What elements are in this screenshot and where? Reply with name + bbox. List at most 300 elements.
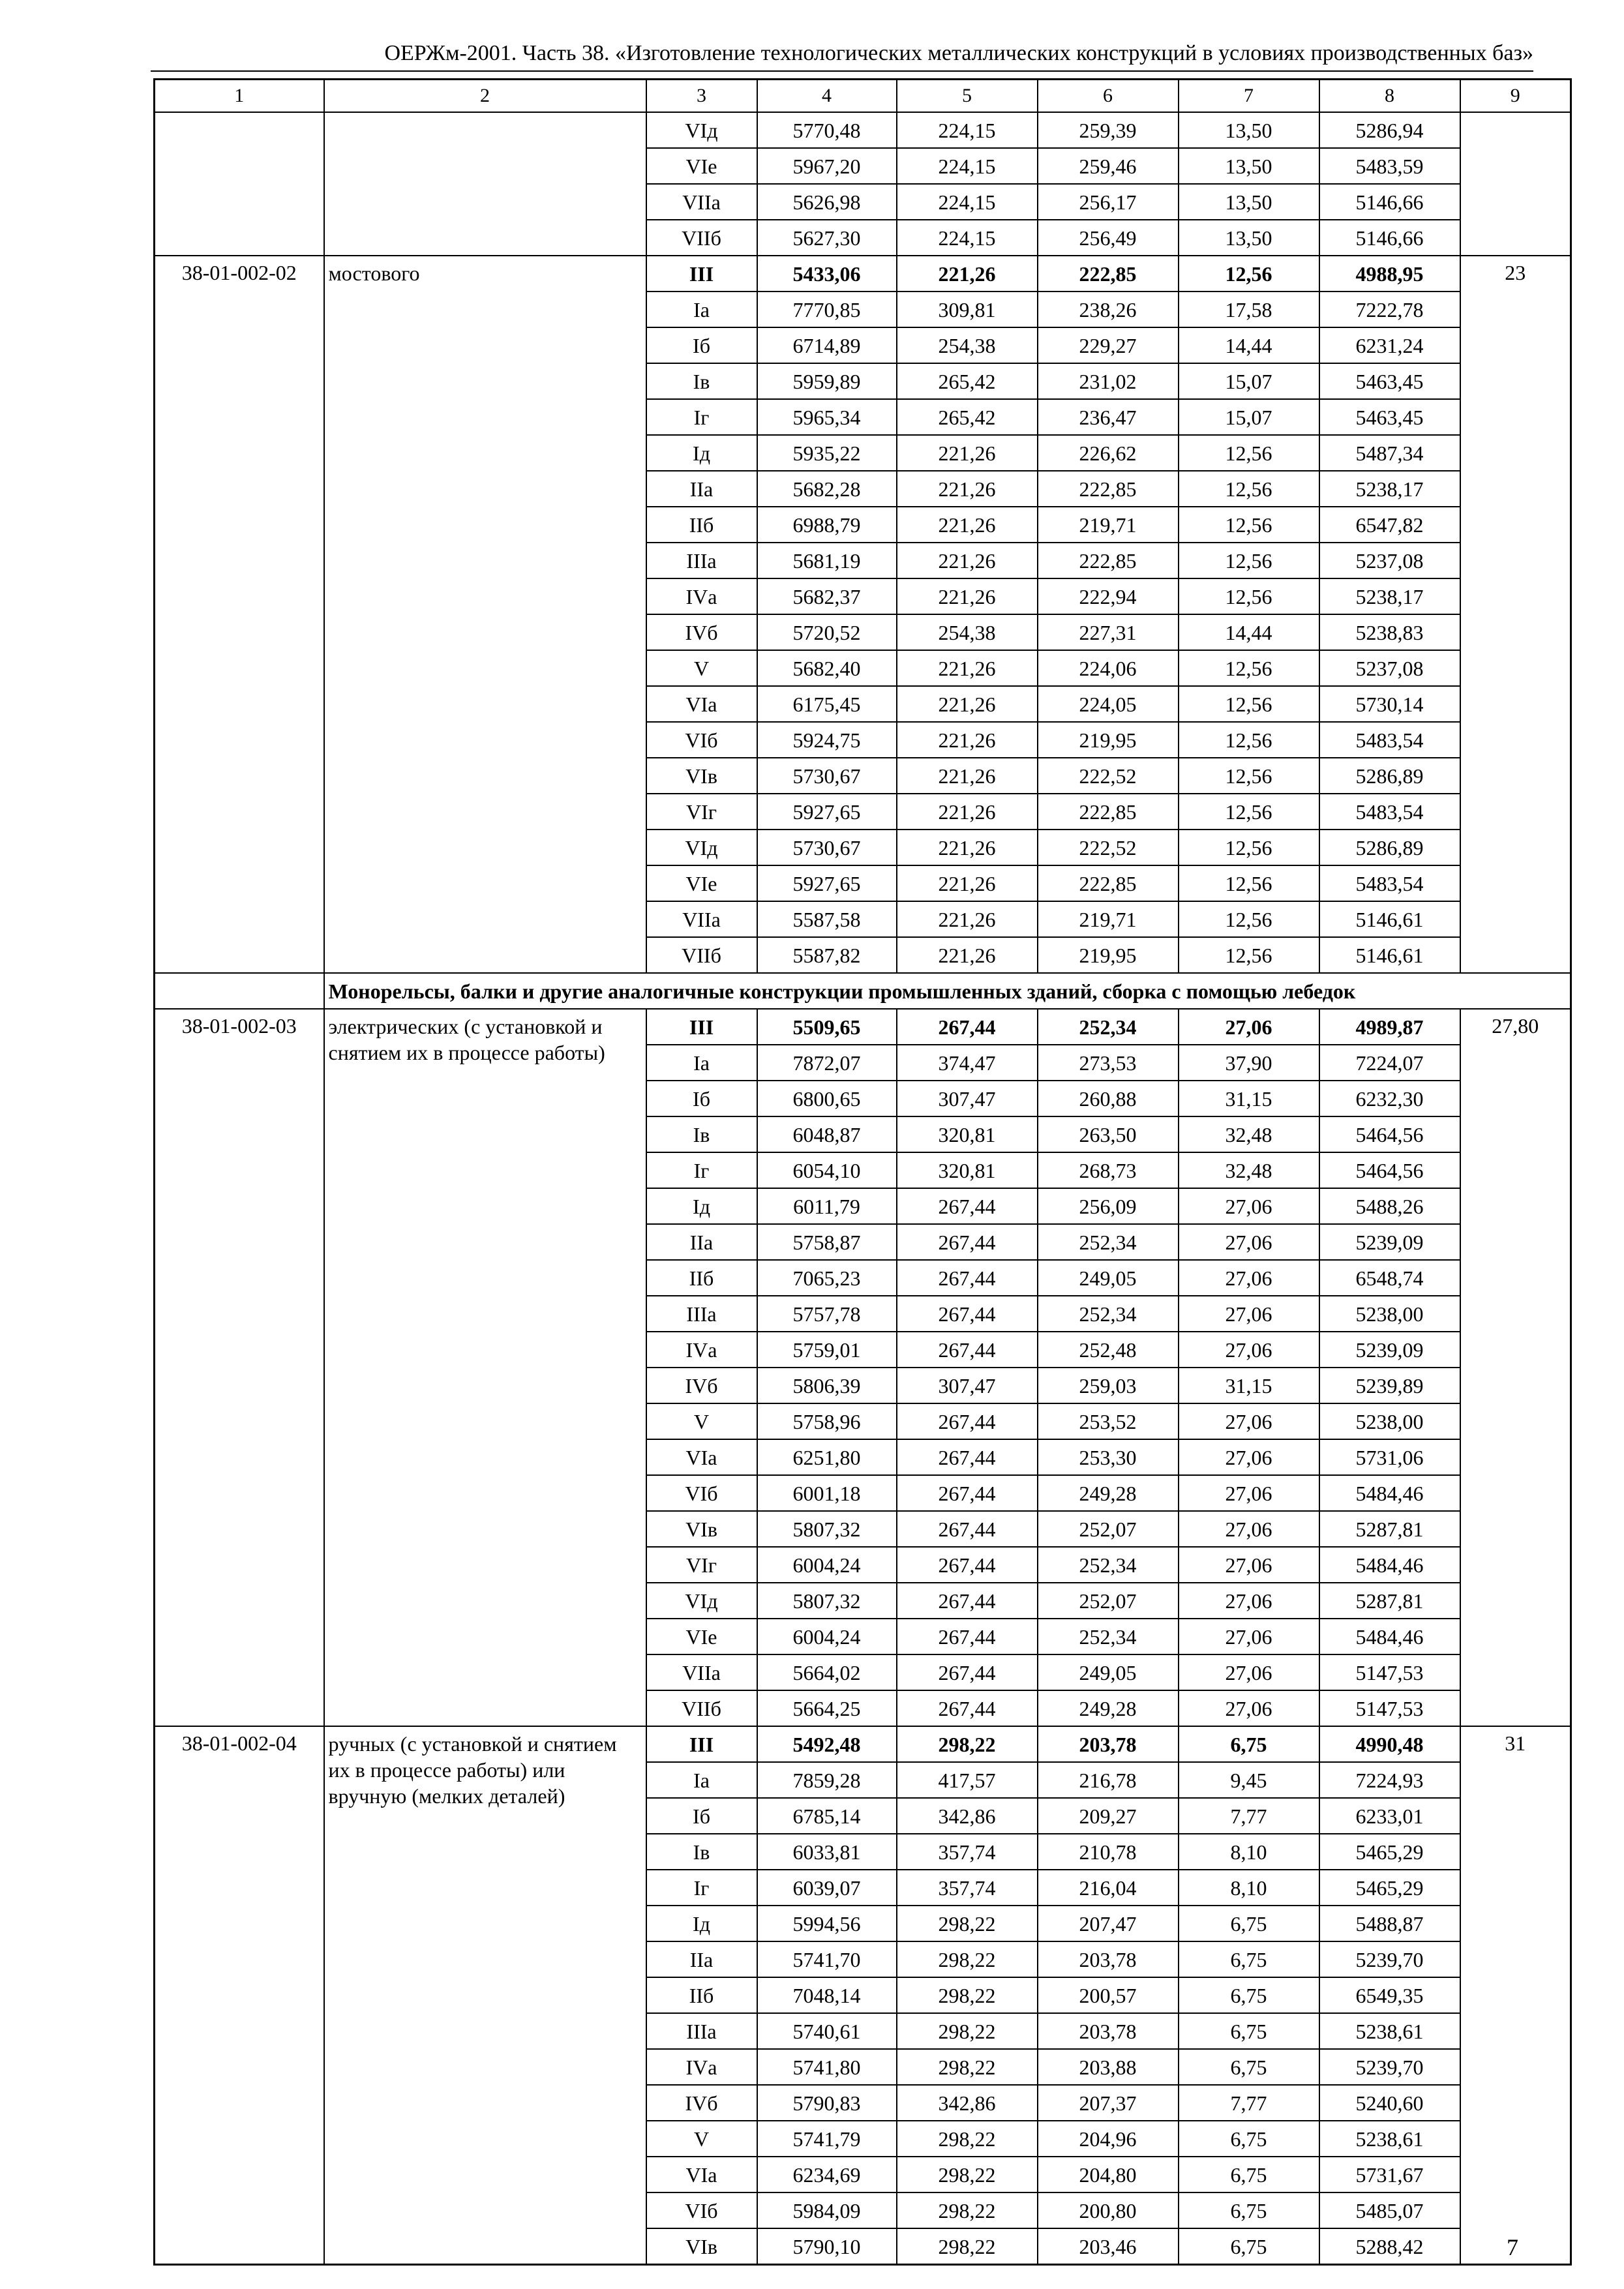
value-cell: 5147,53 bbox=[1319, 1690, 1460, 1726]
value-cell: 27,06 bbox=[1179, 1260, 1319, 1296]
value-cell: 252,34 bbox=[1038, 1619, 1179, 1654]
value-cell: 6,75 bbox=[1179, 1906, 1319, 1941]
value-cell: 27,06 bbox=[1179, 1296, 1319, 1332]
value-cell: 216,78 bbox=[1038, 1762, 1179, 1798]
value-cell: 200,80 bbox=[1038, 2192, 1179, 2228]
value-cell: 6,75 bbox=[1179, 2157, 1319, 2192]
value-cell: 5286,89 bbox=[1319, 830, 1460, 865]
region-code-cell: Iг bbox=[646, 1152, 757, 1188]
value-cell: 298,22 bbox=[897, 1977, 1038, 2013]
value-cell: 5731,06 bbox=[1319, 1439, 1460, 1475]
value-cell: 259,46 bbox=[1038, 148, 1179, 184]
value-cell: 5759,01 bbox=[757, 1332, 897, 1368]
value-cell: 4989,87 bbox=[1319, 1009, 1460, 1045]
value-cell: 5287,81 bbox=[1319, 1583, 1460, 1619]
column-number: 7 bbox=[1179, 80, 1319, 113]
value-cell: 222,85 bbox=[1038, 865, 1179, 901]
value-cell: 12,56 bbox=[1179, 830, 1319, 865]
value-cell: 203,88 bbox=[1038, 2049, 1179, 2085]
value-cell: 7224,07 bbox=[1319, 1045, 1460, 1081]
value-cell: 259,03 bbox=[1038, 1368, 1179, 1403]
value-cell: 252,07 bbox=[1038, 1583, 1179, 1619]
value-cell: 236,47 bbox=[1038, 399, 1179, 435]
value-cell: 222,85 bbox=[1038, 543, 1179, 578]
value-cell: 5465,29 bbox=[1319, 1870, 1460, 1906]
value-cell: 5758,87 bbox=[757, 1224, 897, 1260]
value-cell: 5287,81 bbox=[1319, 1511, 1460, 1547]
value-cell: 27,06 bbox=[1179, 1511, 1319, 1547]
region-code-cell: IVб bbox=[646, 2085, 757, 2121]
region-code-cell: Iб bbox=[646, 327, 757, 363]
value-cell: 222,85 bbox=[1038, 471, 1179, 507]
value-cell: 6004,24 bbox=[757, 1619, 897, 1654]
value-cell: 6054,10 bbox=[757, 1152, 897, 1188]
column-number: 6 bbox=[1038, 80, 1179, 113]
value-cell: 221,26 bbox=[897, 794, 1038, 830]
value-cell: 207,37 bbox=[1038, 2085, 1179, 2121]
value-cell: 7770,85 bbox=[757, 292, 897, 327]
value-cell: 5509,65 bbox=[757, 1009, 897, 1045]
column-number: 4 bbox=[757, 80, 897, 113]
value-cell: 12,56 bbox=[1179, 901, 1319, 937]
value-cell: 219,95 bbox=[1038, 722, 1179, 758]
value-cell: 5770,48 bbox=[757, 112, 897, 148]
region-code-cell: VIв bbox=[646, 758, 757, 794]
value-cell: 27,06 bbox=[1179, 1547, 1319, 1583]
name-cell: мостового bbox=[324, 256, 646, 973]
value-cell: 5485,07 bbox=[1319, 2192, 1460, 2228]
region-code-cell: Iа bbox=[646, 292, 757, 327]
value-cell: 5731,67 bbox=[1319, 2157, 1460, 2192]
value-cell: 5463,45 bbox=[1319, 399, 1460, 435]
value-cell: 5483,54 bbox=[1319, 794, 1460, 830]
region-code-cell: VIб bbox=[646, 2192, 757, 2228]
region-code-cell: III bbox=[646, 1726, 757, 1762]
value-cell: 222,52 bbox=[1038, 830, 1179, 865]
region-code-cell: V bbox=[646, 650, 757, 686]
region-code-cell: VIе bbox=[646, 865, 757, 901]
value-cell: 256,17 bbox=[1038, 184, 1179, 220]
value-cell: 6011,79 bbox=[757, 1188, 897, 1224]
value-cell: 5741,80 bbox=[757, 2049, 897, 2085]
region-code-cell: IVб bbox=[646, 1368, 757, 1403]
table-row bbox=[155, 112, 1571, 148]
value-cell: 5288,42 bbox=[1319, 2228, 1460, 2265]
value-cell: 6547,82 bbox=[1319, 507, 1460, 543]
table-row bbox=[155, 1009, 1571, 1045]
value-cell: 5465,29 bbox=[1319, 1834, 1460, 1870]
value-cell: 265,42 bbox=[897, 363, 1038, 399]
value-cell: 298,22 bbox=[897, 1941, 1038, 1977]
value-cell: 221,26 bbox=[897, 937, 1038, 973]
value-cell: 6714,89 bbox=[757, 327, 897, 363]
value-cell: 229,27 bbox=[1038, 327, 1179, 363]
value-cell: 5239,70 bbox=[1319, 1941, 1460, 1977]
value-cell: 5238,83 bbox=[1319, 614, 1460, 650]
region-code-cell: VIIа bbox=[646, 1654, 757, 1690]
value-cell: 6,75 bbox=[1179, 2192, 1319, 2228]
column-number: 3 bbox=[646, 80, 757, 113]
value-cell: 7224,93 bbox=[1319, 1762, 1460, 1798]
value-cell: 254,38 bbox=[897, 614, 1038, 650]
value-cell: 204,80 bbox=[1038, 2157, 1179, 2192]
value-cell: 5488,87 bbox=[1319, 1906, 1460, 1941]
table-row bbox=[155, 1726, 1571, 1762]
value-cell: 5664,02 bbox=[757, 1654, 897, 1690]
value-cell: 6549,35 bbox=[1319, 1977, 1460, 2013]
value-cell: 249,28 bbox=[1038, 1690, 1179, 1726]
value-cell: 5484,46 bbox=[1319, 1475, 1460, 1511]
value-cell: 249,28 bbox=[1038, 1475, 1179, 1511]
value-cell: 298,22 bbox=[897, 2049, 1038, 2085]
region-code-cell: Iб bbox=[646, 1081, 757, 1116]
value-cell: 5626,98 bbox=[757, 184, 897, 220]
region-code-cell: III bbox=[646, 256, 757, 292]
value-cell: 7872,07 bbox=[757, 1045, 897, 1081]
value-cell: 5587,58 bbox=[757, 901, 897, 937]
value-cell: 5464,56 bbox=[1319, 1152, 1460, 1188]
value-cell: 417,57 bbox=[897, 1762, 1038, 1798]
value-cell: 298,22 bbox=[897, 1726, 1038, 1762]
value-cell: 5730,67 bbox=[757, 830, 897, 865]
value-cell: 6039,07 bbox=[757, 1870, 897, 1906]
value-cell: 27,06 bbox=[1179, 1009, 1319, 1045]
value-cell: 5483,59 bbox=[1319, 148, 1460, 184]
value-cell: 203,78 bbox=[1038, 1941, 1179, 1977]
value-cell: 5790,10 bbox=[757, 2228, 897, 2265]
value-cell: 5240,60 bbox=[1319, 2085, 1460, 2121]
value-cell: 6232,30 bbox=[1319, 1081, 1460, 1116]
value-cell: 6004,24 bbox=[757, 1547, 897, 1583]
value-cell: 267,44 bbox=[897, 1188, 1038, 1224]
value-cell: 267,44 bbox=[897, 1619, 1038, 1654]
value-cell: 253,30 bbox=[1038, 1439, 1179, 1475]
region-code-cell: IIа bbox=[646, 1224, 757, 1260]
value-cell: 5464,56 bbox=[1319, 1116, 1460, 1152]
region-code-cell: IVа bbox=[646, 578, 757, 614]
value-cell: 12,56 bbox=[1179, 686, 1319, 722]
region-code-cell: Iа bbox=[646, 1762, 757, 1798]
region-code-cell: Iб bbox=[646, 1798, 757, 1834]
value-cell: 7048,14 bbox=[757, 1977, 897, 2013]
value-cell: 5487,34 bbox=[1319, 435, 1460, 471]
value-cell: 14,44 bbox=[1179, 614, 1319, 650]
value-cell: 6175,45 bbox=[757, 686, 897, 722]
value-cell: 222,52 bbox=[1038, 758, 1179, 794]
value-cell: 5924,75 bbox=[757, 722, 897, 758]
value-cell: 273,53 bbox=[1038, 1045, 1179, 1081]
value-cell: 5238,17 bbox=[1319, 578, 1460, 614]
value-cell: 5239,89 bbox=[1319, 1368, 1460, 1403]
value-cell: 342,86 bbox=[897, 1798, 1038, 1834]
value-cell: 6,75 bbox=[1179, 2013, 1319, 2049]
value-cell: 222,85 bbox=[1038, 256, 1179, 292]
region-code-cell: VIе bbox=[646, 1619, 757, 1654]
value-cell: 12,56 bbox=[1179, 722, 1319, 758]
value-cell: 12,56 bbox=[1179, 543, 1319, 578]
value-cell: 5488,26 bbox=[1319, 1188, 1460, 1224]
region-code-cell: VIIб bbox=[646, 937, 757, 973]
region-code-cell: Iг bbox=[646, 399, 757, 435]
value-cell: 5239,09 bbox=[1319, 1332, 1460, 1368]
value-cell: 27,06 bbox=[1179, 1224, 1319, 1260]
value-cell: 7,77 bbox=[1179, 2085, 1319, 2121]
code-cell bbox=[155, 112, 324, 256]
value-cell: 256,09 bbox=[1038, 1188, 1179, 1224]
region-code-cell: VIа bbox=[646, 1439, 757, 1475]
value-cell: 12,56 bbox=[1179, 256, 1319, 292]
value-cell: 5806,39 bbox=[757, 1368, 897, 1403]
rates-table bbox=[153, 78, 1572, 2266]
value-cell: 6,75 bbox=[1179, 1977, 1319, 2013]
region-code-cell: VIе bbox=[646, 148, 757, 184]
value-cell: 5238,17 bbox=[1319, 471, 1460, 507]
value-cell: 224,15 bbox=[897, 148, 1038, 184]
value-cell: 37,90 bbox=[1179, 1045, 1319, 1081]
value-cell: 219,95 bbox=[1038, 937, 1179, 973]
value-cell: 5484,46 bbox=[1319, 1547, 1460, 1583]
value-cell: 5239,70 bbox=[1319, 2049, 1460, 2085]
value-cell: 5147,53 bbox=[1319, 1654, 1460, 1690]
value-cell: 32,48 bbox=[1179, 1152, 1319, 1188]
value-cell: 5807,32 bbox=[757, 1583, 897, 1619]
value-cell: 6785,14 bbox=[757, 1798, 897, 1834]
column-number: 2 bbox=[324, 80, 646, 113]
page-header-title: ОЕРЖм-2001. Часть 38. «Изготовление технологических металлических конструкций в условиях производственных баз» bbox=[384, 41, 1533, 65]
region-code-cell: IVа bbox=[646, 1332, 757, 1368]
value-cell: 6800,65 bbox=[757, 1081, 897, 1116]
value-cell: 267,44 bbox=[897, 1547, 1038, 1583]
code-cell: 38-01-002-04 bbox=[155, 1726, 324, 2265]
value-cell: 15,07 bbox=[1179, 363, 1319, 399]
value-cell: 5959,89 bbox=[757, 363, 897, 399]
region-code-cell: VIб bbox=[646, 1475, 757, 1511]
value-cell: 221,26 bbox=[897, 901, 1038, 937]
value-cell: 227,31 bbox=[1038, 614, 1179, 650]
region-code-cell: IIа bbox=[646, 1941, 757, 1977]
value-cell: 252,34 bbox=[1038, 1547, 1179, 1583]
value-cell: 203,78 bbox=[1038, 2013, 1179, 2049]
value-cell: 267,44 bbox=[897, 1511, 1038, 1547]
value-cell: 357,74 bbox=[897, 1870, 1038, 1906]
region-code-cell: VIIа bbox=[646, 184, 757, 220]
value-cell: 221,26 bbox=[897, 543, 1038, 578]
value-cell: 253,52 bbox=[1038, 1403, 1179, 1439]
value-cell: 12,56 bbox=[1179, 794, 1319, 830]
value-cell: 12,56 bbox=[1179, 937, 1319, 973]
region-code-cell: VIг bbox=[646, 1547, 757, 1583]
value-cell: 5146,61 bbox=[1319, 937, 1460, 973]
value-cell: 8,10 bbox=[1179, 1870, 1319, 1906]
value-cell: 32,48 bbox=[1179, 1116, 1319, 1152]
region-code-cell: VIIб bbox=[646, 220, 757, 256]
value-cell: 7,77 bbox=[1179, 1798, 1319, 1834]
value-cell: 6048,87 bbox=[757, 1116, 897, 1152]
value-cell: 9,45 bbox=[1179, 1762, 1319, 1798]
value-cell: 222,94 bbox=[1038, 578, 1179, 614]
value-cell: 5730,14 bbox=[1319, 686, 1460, 722]
value-cell: 5286,94 bbox=[1319, 112, 1460, 148]
value-cell: 13,50 bbox=[1179, 220, 1319, 256]
region-code-cell: VIв bbox=[646, 2228, 757, 2265]
value-cell: 268,73 bbox=[1038, 1152, 1179, 1188]
region-code-cell: Iв bbox=[646, 1116, 757, 1152]
value-cell: 221,26 bbox=[897, 722, 1038, 758]
section-heading: Монорельсы, балки и другие аналогичные конструкции промышленных зданий, сборка с помощью лебедок bbox=[324, 973, 1571, 1009]
value-cell: 252,34 bbox=[1038, 1296, 1179, 1332]
column-number: 8 bbox=[1319, 80, 1460, 113]
value-cell: 224,15 bbox=[897, 220, 1038, 256]
value-cell: 6,75 bbox=[1179, 2228, 1319, 2265]
value-cell: 12,56 bbox=[1179, 865, 1319, 901]
value-cell: 298,22 bbox=[897, 2013, 1038, 2049]
total-cell: 23 bbox=[1460, 256, 1571, 973]
value-cell: 267,44 bbox=[897, 1690, 1038, 1726]
value-cell: 203,78 bbox=[1038, 1726, 1179, 1762]
value-cell: 27,06 bbox=[1179, 1619, 1319, 1654]
value-cell: 221,26 bbox=[897, 256, 1038, 292]
value-cell: 6,75 bbox=[1179, 2049, 1319, 2085]
value-cell: 27,06 bbox=[1179, 1690, 1319, 1726]
value-cell: 5740,61 bbox=[757, 2013, 897, 2049]
value-cell: 263,50 bbox=[1038, 1116, 1179, 1152]
value-cell: 221,26 bbox=[897, 650, 1038, 686]
value-cell: 5682,28 bbox=[757, 471, 897, 507]
value-cell: 13,50 bbox=[1179, 148, 1319, 184]
value-cell: 267,44 bbox=[897, 1224, 1038, 1260]
value-cell: 14,44 bbox=[1179, 327, 1319, 363]
value-cell: 252,07 bbox=[1038, 1511, 1179, 1547]
value-cell: 267,44 bbox=[897, 1296, 1038, 1332]
value-cell: 5730,67 bbox=[757, 758, 897, 794]
region-code-cell: VIд bbox=[646, 1583, 757, 1619]
value-cell: 207,47 bbox=[1038, 1906, 1179, 1941]
region-code-cell: Iд bbox=[646, 435, 757, 471]
value-cell: 5238,00 bbox=[1319, 1296, 1460, 1332]
section-heading-row bbox=[155, 973, 1571, 1009]
value-cell: 6001,18 bbox=[757, 1475, 897, 1511]
table-cell bbox=[155, 973, 324, 1009]
value-cell: 265,42 bbox=[897, 399, 1038, 435]
region-code-cell: VIб bbox=[646, 722, 757, 758]
value-cell: 5994,56 bbox=[757, 1906, 897, 1941]
value-cell: 267,44 bbox=[897, 1654, 1038, 1690]
code-cell: 38-01-002-02 bbox=[155, 256, 324, 973]
value-cell: 5741,70 bbox=[757, 1941, 897, 1977]
value-cell: 267,44 bbox=[897, 1583, 1038, 1619]
value-cell: 27,06 bbox=[1179, 1654, 1319, 1690]
value-cell: 221,26 bbox=[897, 578, 1038, 614]
value-cell: 31,15 bbox=[1179, 1368, 1319, 1403]
value-cell: 5483,54 bbox=[1319, 865, 1460, 901]
value-cell: 252,48 bbox=[1038, 1332, 1179, 1368]
value-cell: 320,81 bbox=[897, 1116, 1038, 1152]
value-cell: 5790,83 bbox=[757, 2085, 897, 2121]
value-cell: 5237,08 bbox=[1319, 650, 1460, 686]
region-code-cell: IIIа bbox=[646, 1296, 757, 1332]
value-cell: 5967,20 bbox=[757, 148, 897, 184]
value-cell: 8,10 bbox=[1179, 1834, 1319, 1870]
region-code-cell: VIа bbox=[646, 686, 757, 722]
value-cell: 307,47 bbox=[897, 1368, 1038, 1403]
value-cell: 6988,79 bbox=[757, 507, 897, 543]
region-code-cell: IIIа bbox=[646, 2013, 757, 2049]
value-cell: 342,86 bbox=[897, 2085, 1038, 2121]
value-cell: 200,57 bbox=[1038, 1977, 1179, 2013]
value-cell: 12,56 bbox=[1179, 507, 1319, 543]
region-code-cell: VIIа bbox=[646, 901, 757, 937]
region-code-cell: V bbox=[646, 2121, 757, 2157]
total-cell: 27,80 bbox=[1460, 1009, 1571, 1726]
region-code-cell: III bbox=[646, 1009, 757, 1045]
value-cell: 12,56 bbox=[1179, 758, 1319, 794]
table-row bbox=[155, 256, 1571, 292]
page-header bbox=[151, 40, 1533, 72]
value-cell: 12,56 bbox=[1179, 471, 1319, 507]
value-cell: 267,44 bbox=[897, 1403, 1038, 1439]
value-cell: 219,71 bbox=[1038, 901, 1179, 937]
value-cell: 5433,06 bbox=[757, 256, 897, 292]
region-code-cell: Iв bbox=[646, 1834, 757, 1870]
region-code-cell: Iд bbox=[646, 1906, 757, 1941]
column-number: 5 bbox=[897, 80, 1038, 113]
value-cell: 5237,08 bbox=[1319, 543, 1460, 578]
value-cell: 6251,80 bbox=[757, 1439, 897, 1475]
value-cell: 5146,61 bbox=[1319, 901, 1460, 937]
region-code-cell: Iг bbox=[646, 1870, 757, 1906]
value-cell: 5238,61 bbox=[1319, 2121, 1460, 2157]
value-cell: 309,81 bbox=[897, 292, 1038, 327]
region-code-cell: VIв bbox=[646, 1511, 757, 1547]
value-cell: 12,56 bbox=[1179, 435, 1319, 471]
value-cell: 27,06 bbox=[1179, 1439, 1319, 1475]
column-number: 1 bbox=[155, 80, 324, 113]
name-cell: ручных (с установкой и снятием их в процессе работы) или вручную (мелких деталей) bbox=[324, 1726, 646, 2265]
region-code-cell: VIд bbox=[646, 112, 757, 148]
value-cell: 5463,45 bbox=[1319, 363, 1460, 399]
value-cell: 221,26 bbox=[897, 435, 1038, 471]
value-cell: 6231,24 bbox=[1319, 327, 1460, 363]
value-cell: 221,26 bbox=[897, 686, 1038, 722]
value-cell: 209,27 bbox=[1038, 1798, 1179, 1834]
value-cell: 210,78 bbox=[1038, 1834, 1179, 1870]
value-cell: 231,02 bbox=[1038, 363, 1179, 399]
value-cell: 216,04 bbox=[1038, 1870, 1179, 1906]
value-cell: 27,06 bbox=[1179, 1583, 1319, 1619]
region-code-cell: Iв bbox=[646, 363, 757, 399]
value-cell: 6,75 bbox=[1179, 1726, 1319, 1762]
value-cell: 5927,65 bbox=[757, 865, 897, 901]
value-cell: 13,50 bbox=[1179, 112, 1319, 148]
value-cell: 6,75 bbox=[1179, 2121, 1319, 2157]
value-cell: 256,49 bbox=[1038, 220, 1179, 256]
value-cell: 224,05 bbox=[1038, 686, 1179, 722]
value-cell: 221,26 bbox=[897, 758, 1038, 794]
value-cell: 5681,19 bbox=[757, 543, 897, 578]
value-cell: 5935,22 bbox=[757, 435, 897, 471]
value-cell: 298,22 bbox=[897, 2192, 1038, 2228]
value-cell: 226,62 bbox=[1038, 435, 1179, 471]
value-cell: 298,22 bbox=[897, 2228, 1038, 2265]
value-cell: 260,88 bbox=[1038, 1081, 1179, 1116]
value-cell: 298,22 bbox=[897, 2157, 1038, 2192]
value-cell: 5239,09 bbox=[1319, 1224, 1460, 1260]
value-cell: 222,85 bbox=[1038, 794, 1179, 830]
region-code-cell: IIб bbox=[646, 1977, 757, 2013]
region-code-cell: V bbox=[646, 1403, 757, 1439]
value-cell: 221,26 bbox=[897, 507, 1038, 543]
region-code-cell: VIа bbox=[646, 2157, 757, 2192]
